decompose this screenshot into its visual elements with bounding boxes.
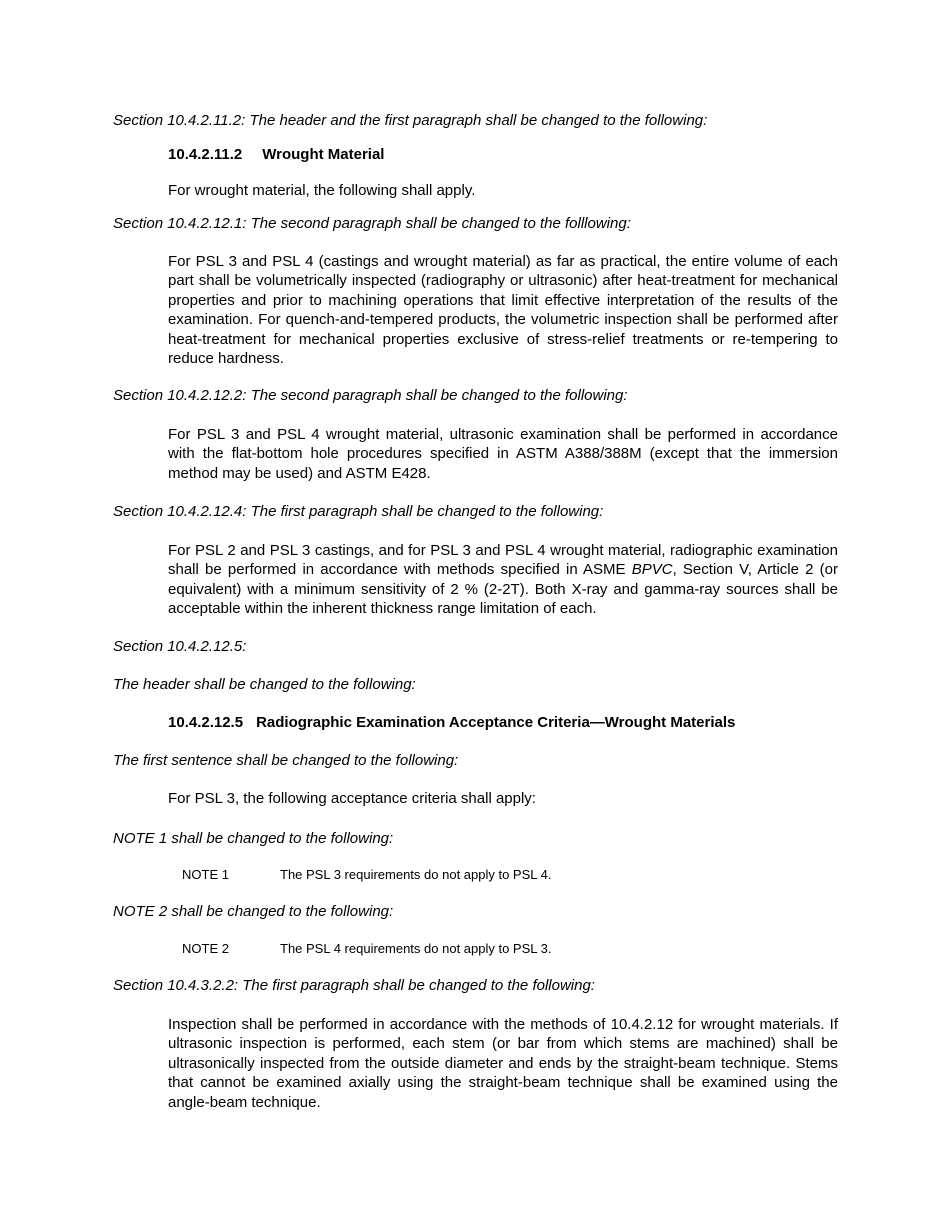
instruction-note-1: NOTE 1 shall be changed to the following: — [113, 830, 394, 847]
note-label: NOTE 2 — [182, 941, 229, 956]
paragraph-wrought-apply: For wrought material, the following shall apply. — [168, 182, 476, 199]
instruction-header-change: The header shall be changed to the following: — [113, 676, 416, 693]
instruction-10-4-3-2-2: Section 10.4.3.2.2: The first paragraph shall be changed to the following: — [113, 977, 595, 994]
note-text: The PSL 3 requirements do not apply to PSL 4. — [280, 867, 552, 882]
instruction-note-2: NOTE 2 shall be changed to the following: — [113, 903, 394, 920]
heading-wrought-material — [168, 145, 384, 164]
instruction-10-4-2-12-1: Section 10.4.2.12.1: The second paragraph shall be changed to the folllowing: — [113, 215, 631, 232]
note-label: NOTE 1 — [182, 867, 229, 882]
instruction-first-sentence: The first sentence shall be changed to the following: — [113, 752, 459, 769]
paragraph-stem-inspection: Inspection shall be performed in accordance with the methods of 10.4.2.12 for wrought materials. If ultrasonic inspection is performed, each stem (or bar from which stems are machined) shall be ultrasonically inspected from the outside diameter and ends by the straight-beam technique. Stems that cannot be examined axially using the straight-beam technique shall be examined using the angle-beam technique. — [168, 1016, 838, 1111]
instruction-10-4-2-12-2: Section 10.4.2.12.2: The second paragraph shall be changed to the following: — [113, 387, 628, 404]
heading-title: Radiographic Examination Acceptance Criteria—Wrought Materials — [256, 714, 736, 731]
note-text: The PSL 4 requirements do not apply to PSL 3. — [280, 941, 552, 956]
paragraph-text-start: For PSL 2 and PSL 3 castings, and for PSL 3 and PSL 4 wrought material, radiographic examination shall be performed in accordance with methods specified in ASME — [168, 542, 838, 579]
paragraph-text-end: , Section V, Article 2 (or equivalent) with a minimum sensitivity of 2 % (2-2T). Both X-ray and gamma-ray sources shall be acceptable within the inherent thickness range limitation of each. — [168, 561, 839, 618]
instruction-10-4-2-12-4: Section 10.4.2.12.4: The first paragraph shall be changed to the following: — [113, 503, 604, 520]
heading-acceptance-criteria — [168, 713, 735, 732]
paragraph-radiographic-examination — [168, 541, 838, 619]
instruction-10-4-2-11-2: Section 10.4.2.11.2: The header and the first paragraph shall be changed to the following: — [113, 112, 708, 129]
note-1 — [182, 866, 551, 883]
heading-number: 10.4.2.11.2 — [168, 146, 243, 163]
paragraph-ultrasonic-examination: For PSL 3 and PSL 4 wrought material, ultrasonic examination shall be performed in accordance with the flat-bottom hole procedures specified in ASTM A388/388M (except that the immersion method may be used) and ASTM E428. — [168, 426, 838, 482]
note-2 — [182, 940, 551, 957]
instruction-10-4-2-12-5: Section 10.4.2.12.5: — [113, 638, 247, 655]
paragraph-volumetric-inspection: For PSL 3 and PSL 4 (castings and wrought material) as far as practical, the entire volume of each part shall be volumetrically inspected (radiography or ultrasonic) after heat-treatment for mechanical properties and prior to machining operations that limit effective interpretation of the results of the examination. For quench-and-tempered products, the volumetric inspection shall be performed after heat-treatment for mechanical properties exclusive of stress-relief treatments or re-tempering to reduce hardness. — [168, 253, 838, 368]
heading-title: Wrought Material — [262, 146, 385, 163]
paragraph-psl3-criteria: For PSL 3, the following acceptance criteria shall apply: — [168, 790, 536, 807]
heading-number: 10.4.2.12.5 — [168, 714, 244, 731]
bpvc-italic: BPVC — [631, 561, 673, 579]
